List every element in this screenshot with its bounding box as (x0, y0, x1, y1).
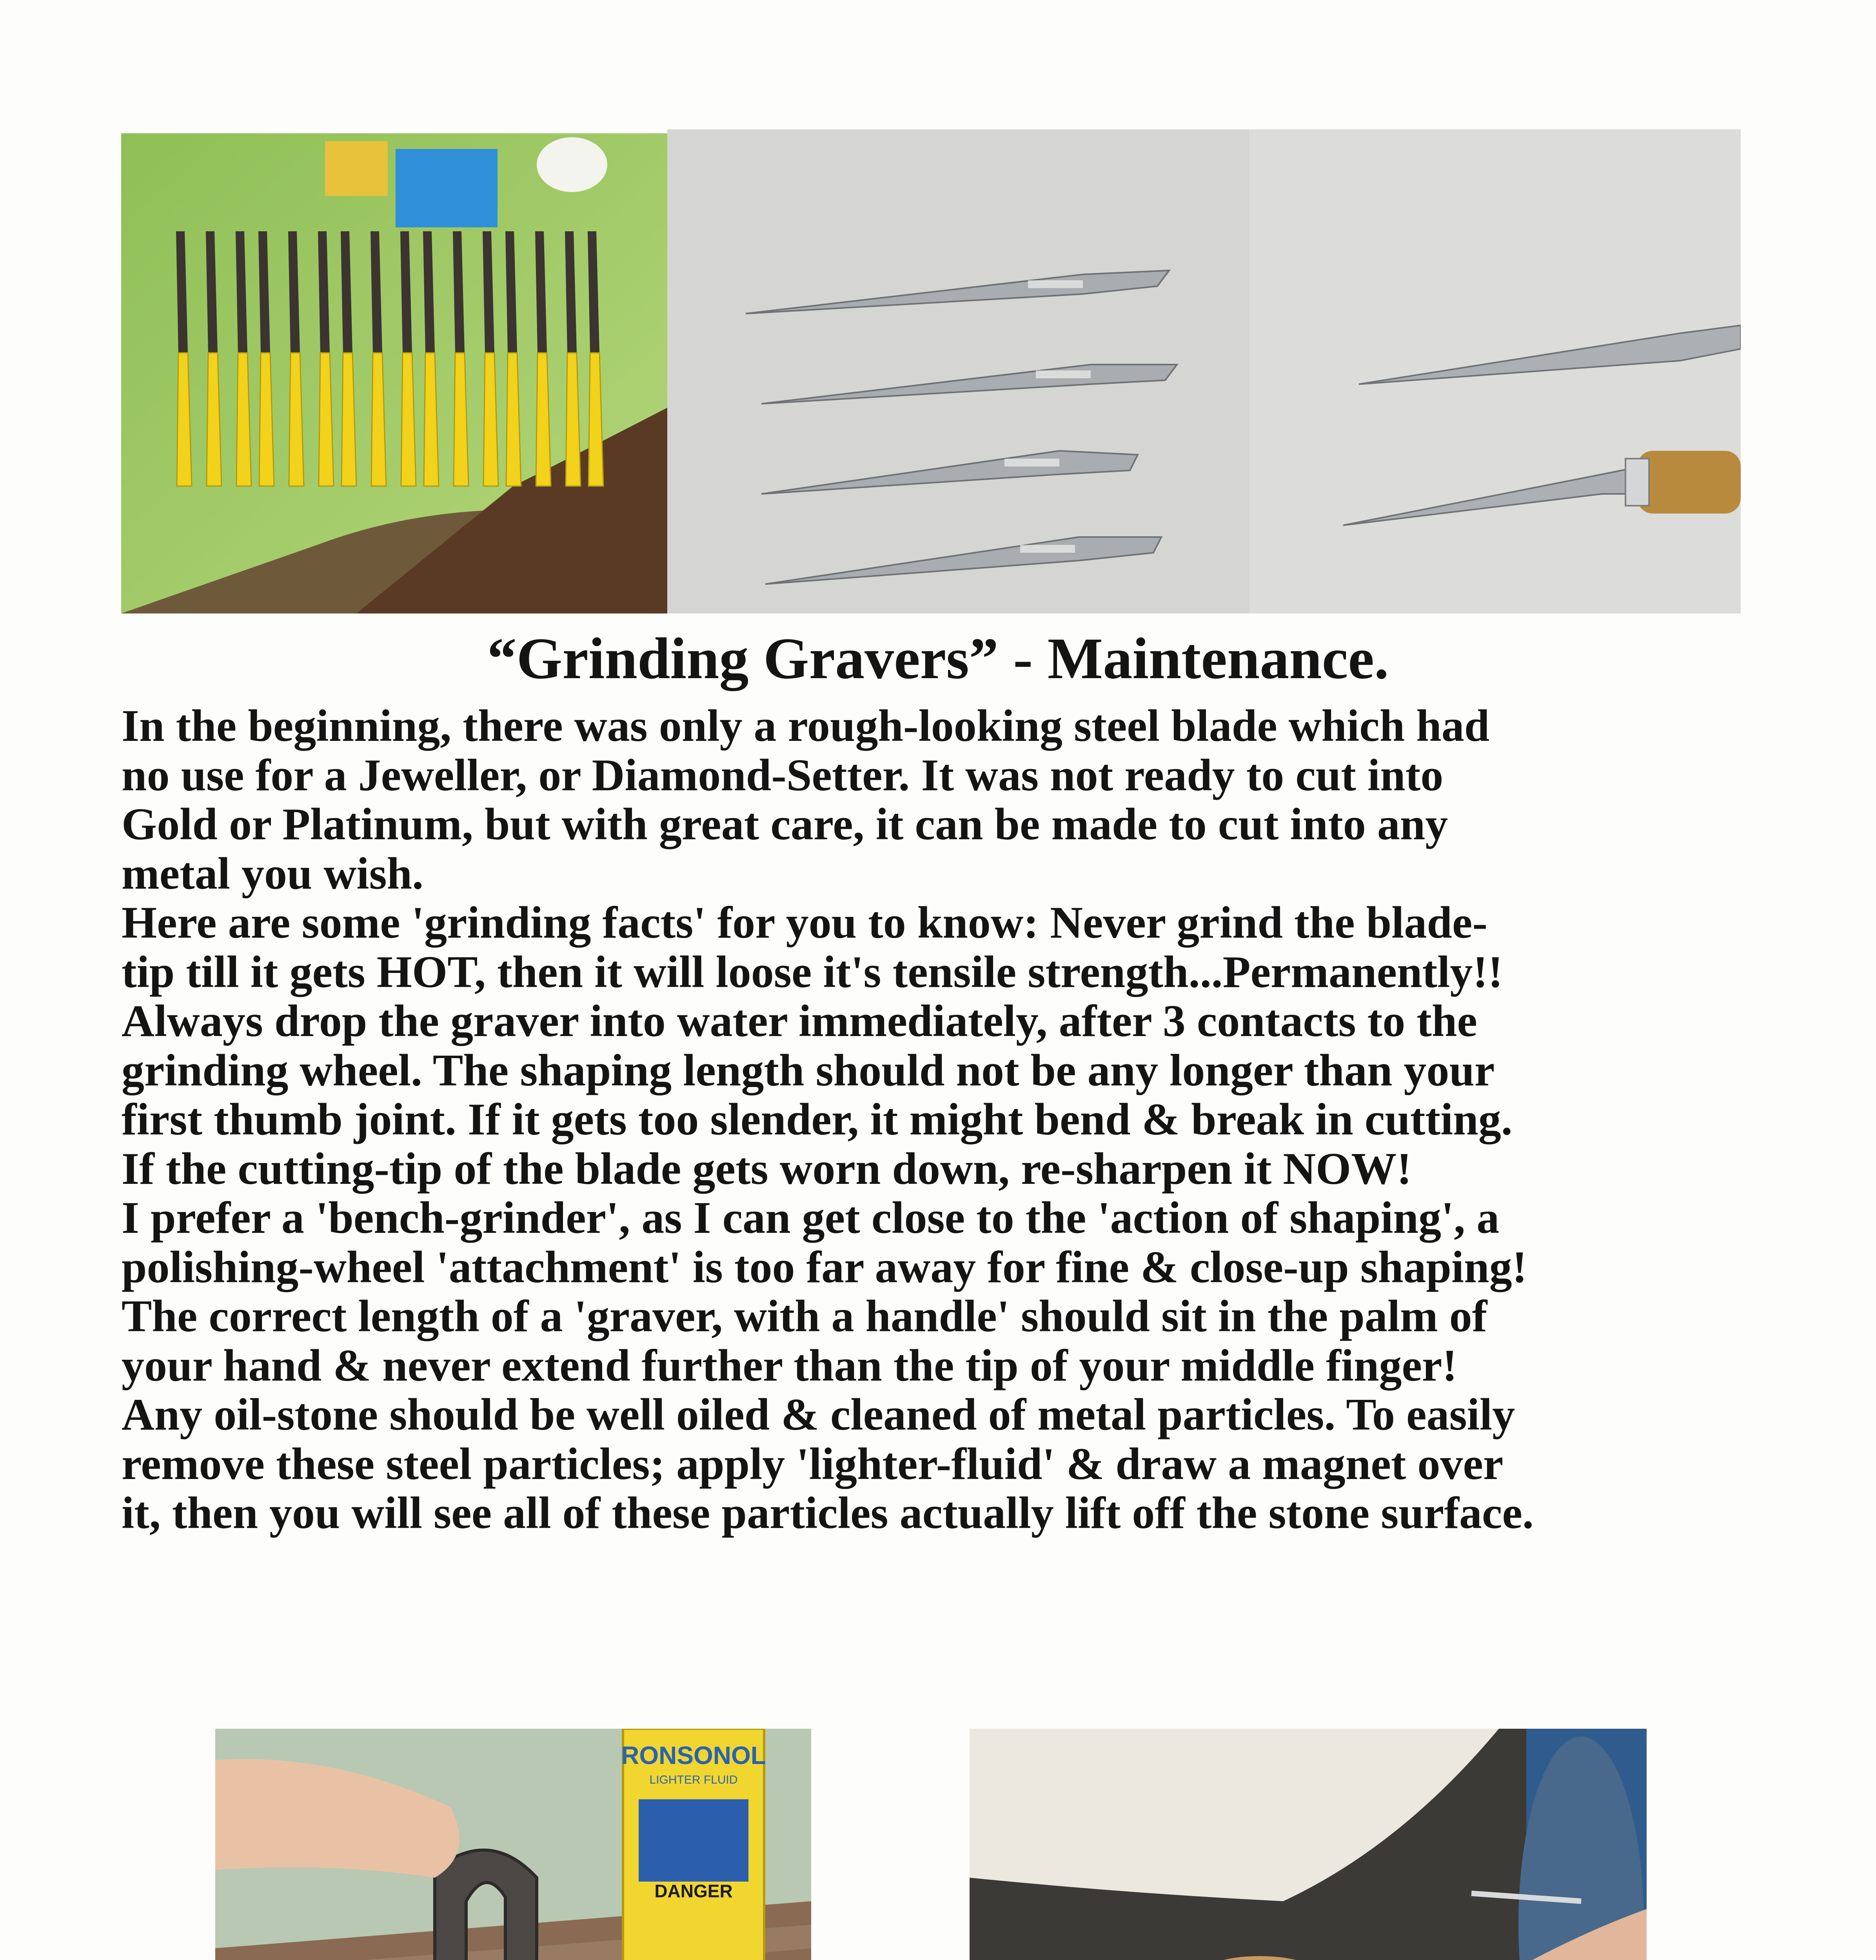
photo-gravers-yellow-handles (121, 133, 667, 613)
body-line: metal you wish. (122, 848, 424, 899)
body-line: it, then you will see all of these particles actually lift off the stone surface. (122, 1488, 1534, 1538)
body-line: The correct length of a 'graver, with a handle' should sit in the palm of (122, 1291, 1487, 1341)
body-line: no use for a Jeweller, or Diamond-Setter. It was not ready to cut into (122, 750, 1444, 800)
body-line: grinding wheel. The shaping length should not be any longer than your (122, 1045, 1495, 1096)
photo-bench-grinder-water (970, 1729, 1647, 1960)
body-text (122, 702, 1768, 1538)
body-line: Always drop the graver into water immediately, after 3 contacts to the (122, 996, 1477, 1046)
body-line: Gold or Platinum, but with great care, it can be made to cut into any (122, 799, 1448, 849)
body-line: In the beginning, there was only a rough-looking steel blade which had (122, 701, 1490, 751)
body-line: Here are some 'grinding facts' for you to know: Never grind the blade- (122, 898, 1488, 948)
page-title: “Grinding Gravers” - Maintenance. (487, 626, 1389, 691)
photo-graver-with-handle (1249, 129, 1741, 613)
body-line: tip till it gets HOT, then it will loose it's tensile strength...Permanently!! (122, 947, 1503, 997)
photo-magnet-oilstone (215, 1729, 811, 1960)
can-warning-label: DANGER (654, 1881, 733, 1901)
can-sub-label: LIGHTER FLUID (649, 1773, 738, 1786)
body-line: If the cutting-tip of the blade gets worn down, re-sharpen it NOW! (122, 1143, 1412, 1194)
body-line: remove these steel particles; apply 'lighter-fluid' & draw a magnet over (122, 1439, 1504, 1489)
body-line: I prefer a 'bench-grinder', as I can get close to the 'action of shaping', a (122, 1193, 1500, 1243)
body-line: first thumb joint. If it gets too slender, it might bend & break in cutting. (122, 1094, 1513, 1145)
photo-four-gravers (667, 129, 1249, 613)
body-line: polishing-wheel 'attachment' is too far away for fine & close-up shaping! (122, 1242, 1527, 1292)
body-line: Any oil-stone should be well oiled & cleaned of metal particles. To easily (122, 1390, 1515, 1440)
body-line: your hand & never extend further than the tip of your middle finger! (122, 1340, 1457, 1391)
can-brand-label: RONSONOL (621, 1741, 766, 1769)
